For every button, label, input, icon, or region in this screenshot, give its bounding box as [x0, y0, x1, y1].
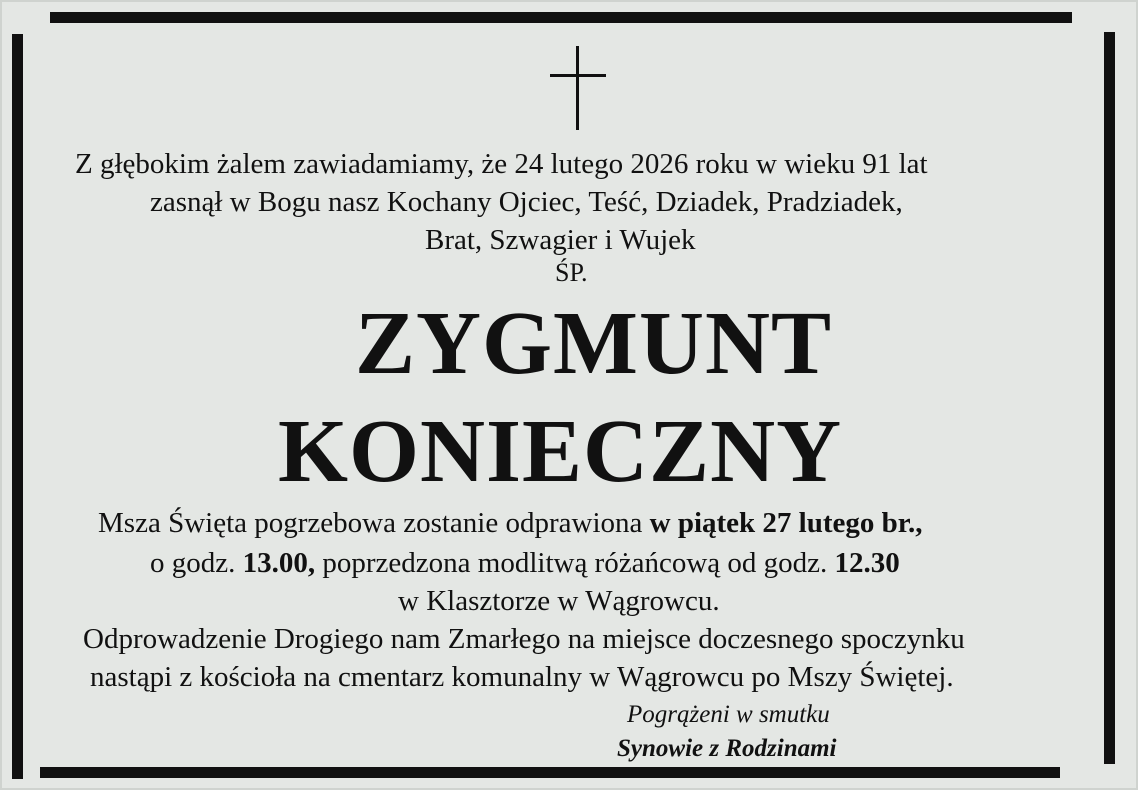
rosary-text: poprzedzona modlitwą różańcową od godz. — [315, 547, 835, 579]
mass-date: w piątek 27 lutego br., — [649, 507, 923, 539]
sp-label: ŚP. — [555, 258, 588, 287]
border-bottom — [40, 767, 1060, 778]
rosary-time: 12.30 — [834, 547, 900, 579]
burial-line-1: Odprowadzenie Drogiego nam Zmarłego na miejsce doczesnego spoczynku — [83, 623, 965, 655]
mass-time: 13.00, — [242, 547, 316, 579]
mass-location: w Klasztorze w Wągrowcu. — [398, 585, 720, 617]
border-top — [50, 12, 1072, 23]
signature-mourning: Pogrążeni w smutku — [627, 701, 830, 728]
intro-line-1: Z głębokim żalem zawiadamiamy, że 24 lutego 2026 roku w wieku 91 lat — [75, 148, 928, 180]
mass-line-1 — [98, 506, 922, 540]
mass-line-2 — [150, 546, 900, 580]
border-right — [1104, 32, 1115, 764]
mass-text: Msza Święta pogrzebowa zostanie odprawiona — [98, 507, 650, 539]
intro-line-2: zasnął w Bogu nasz Kochany Ojciec, Teść, Dziadek, Pradziadek, — [150, 186, 903, 218]
intro-line-3: Brat, Szwagier i Wujek — [425, 224, 696, 256]
cross-icon — [550, 46, 606, 130]
deceased-first-name: ZYGMUNT — [355, 294, 832, 393]
burial-line-2: nastąpi z kościoła na cmentarz komunalny w Wągrowcu po Mszy Świętej. — [90, 661, 954, 693]
signature-family: Synowie z Rodzinami — [617, 735, 837, 762]
time-prefix: o godz. — [150, 547, 243, 579]
deceased-last-name: KONIECZNY — [278, 402, 843, 501]
border-left — [12, 34, 23, 779]
